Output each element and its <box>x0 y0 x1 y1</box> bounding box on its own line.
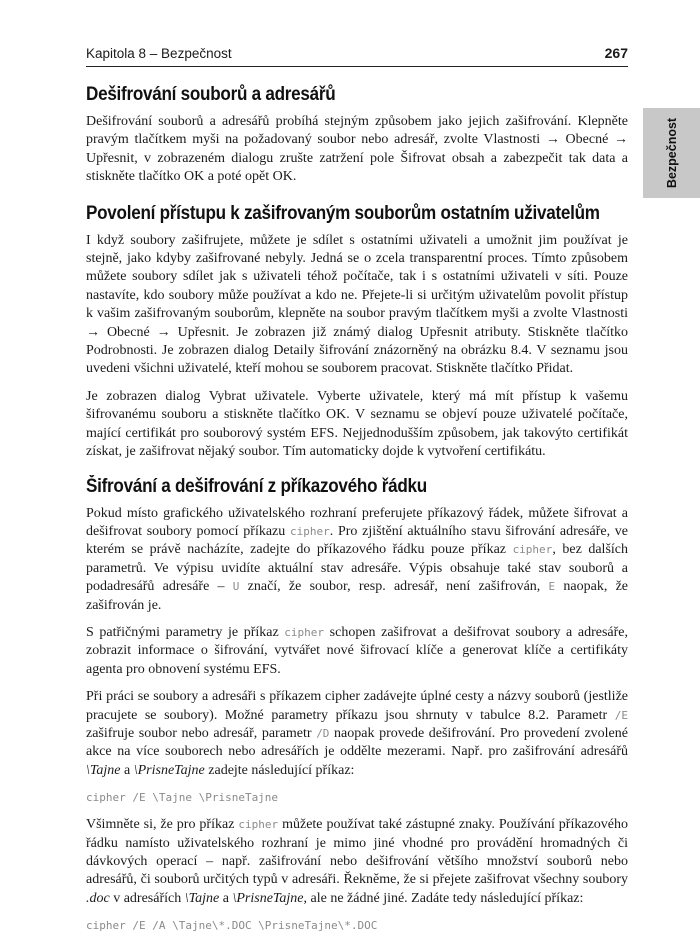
inline-code: cipher <box>290 524 330 538</box>
text-run: značí, že soubor, resp. adresář, není zašifrován, <box>239 579 549 595</box>
chapter-thumb-tab <box>643 108 700 198</box>
section-heading-decryption: Dešifrování souborů a adresářů <box>86 84 336 105</box>
page-body <box>86 84 628 944</box>
text-run: Pokud místo grafického uživatelského rozhraní preferujete příkazový řádek, můžete šifrovat a dešifrovat soubory pomocí příkazu <box>86 505 628 539</box>
italic-path: \PrisneTajne <box>232 890 304 906</box>
italic-path: \PrisneTajne <box>133 762 205 778</box>
text-run: zašifruje soubor nebo adresář, parametr <box>86 725 317 741</box>
inline-code: /D <box>316 726 330 740</box>
text-run: , ale ne žádné jiné. Zadáte tedy následující příkaz: <box>303 890 584 906</box>
text-run: naopak, že zašifrován je. <box>86 579 629 613</box>
text-run: Při práci se soubory a adresáři s příkazem cipher zadávejte úplné cesty a názvy souborů (jestliže pracujete se soubory). Možné parametry příkazu jsou shrnuty v tabulce 8.2. Parametr <box>86 689 628 723</box>
text-run: Všimněte si, že pro příkaz <box>86 817 239 833</box>
paragraph <box>86 624 628 679</box>
paragraph: Je zobrazen dialog Vybrat uživatele. Vyberte uživatele, který má mít přístup k vašemu šifrovanému souboru a stiskněte tlačítko OK. V seznamu se objeví pouze uživatelé počítače, mající certifikát pro souborový systém EFS. Nejjednodušším způsobem, jak takovýto certifikát získat, je zašifrovat nějaký soubor. Tím automaticky dojde k vytvoření certifikátu. <box>86 388 628 460</box>
paragraph: I když soubory zašifrujete, můžete je sdílet s ostatními uživateli a umožnit jim používat je stejně, jako kdyby zašifrované nebyly. Jedná se o zcela transparentní proces. Tímto způsobem můžete soubory sdílet jak s uživateli téhož počítače, tak i s ostatními uživateli v síti. Pouze nastavíte, kdo soubory může používat a kdo ne. Přejete-li si určitým uživatelům povolit přístup k vašim zašifrovaným souborům, klepněte na soubor pravým tlačítkem myši a zvolte Vlastnosti → Obecné → Upřesnit. Je zobrazen již známý dialog Upřesnit atributy. Stiskněte tlačítko Podrobnosti. Je zobrazen dialog Detaily šifrování znázorněný na obrázku 8.4. V seznamu jsou uvedeni všichni uživatelé, kteří mohou se souborem pracovat. Stiskněte tlačítko Přidat. <box>86 232 628 377</box>
code-block: cipher /E /A \Tajne\*.DOC \PrisneTajne\*.DOC <box>86 919 378 933</box>
paragraph: Dešifrování souborů a adresářů probíhá stejným způsobem jako jejich zašifrování. Klepněte pravým tlačítkem myši na požadovaný soubor nebo adresář, zvolte Vlastnosti → Obecné → Upřesnit, v zobrazeném dialogu zrušte zatržení pole Šifrovat obsah a zabezpečit tak data a stiskněte tlačítko OK a poté opět OK. <box>86 114 628 185</box>
section-heading-command-line: Šifrování a dešifrování z příkazového řádku <box>86 475 427 497</box>
paragraph <box>86 688 628 780</box>
page-header <box>86 44 628 67</box>
inline-code: /E <box>614 708 628 722</box>
inline-code: U <box>232 580 240 594</box>
text-run: a <box>219 890 233 906</box>
italic-path: \Tajne <box>184 890 220 906</box>
text-run: schopen zašifrovat a dešifrovat soubory a adresáře, zobrazit informace o šifrování, vytvářet nové šifrovací klíče a generovat klíče a certifikáty agenta pro obnovení systému EFS. <box>86 624 628 677</box>
code-block: cipher /E \Tajne \PrisneTajne <box>86 791 279 805</box>
page-number: 267 <box>604 45 628 61</box>
thumb-tab-label: Bezpečnost <box>664 117 679 189</box>
italic-path: \Tajne <box>86 762 121 778</box>
text-run: , bez dalších parametrů. Ve výpisu uvidíte aktuální stav adresáře. Výpis obsahuje také stav souborů a podadresářů adresáře – <box>86 542 628 595</box>
italic-extension: .doc <box>86 890 110 906</box>
inline-code: cipher <box>238 818 279 832</box>
inline-code: E <box>548 580 556 594</box>
text-run: můžete používat také zástupné znaky. Používání příkazového řádku namísto uživatelského rozhraní je mimo jiné vhodné pro provádění hromadných či dávkových operací – např. zašifrování nebo dešifrování většího množství souborů nebo adresářů, či souborů určitých typů v adresáři. Řekněme, že si přejete zašifrovat všechny soubory <box>86 817 628 888</box>
text-run: . Pro zjištění aktuálního stavu šifrování adresáře, ve kterém se právě nacházíte, zadejte do příkazového řádku pouze příkaz <box>86 523 629 558</box>
text-run: naopak provede dešifrování. Pro provedení zvolené akce na více souborech nebo adresářích je oddělte mezerami. Např. pro zašifrování adresářů <box>86 725 628 760</box>
inline-code: cipher <box>512 543 553 557</box>
text-run: S patřičnými parametry je příkaz <box>86 624 285 640</box>
chapter-title: Kapitola 8 – Bezpečnost <box>86 46 232 61</box>
text-run: zadejte následující příkaz: <box>204 762 355 778</box>
inline-code: cipher <box>284 625 325 639</box>
text-run: a <box>120 762 134 778</box>
text-run: v adresářích <box>109 890 185 906</box>
section-heading-sharing: Povolení přístupu k zašifrovaným souborům ostatním uživatelům <box>86 202 600 224</box>
paragraph <box>86 505 628 615</box>
paragraph <box>86 816 628 908</box>
